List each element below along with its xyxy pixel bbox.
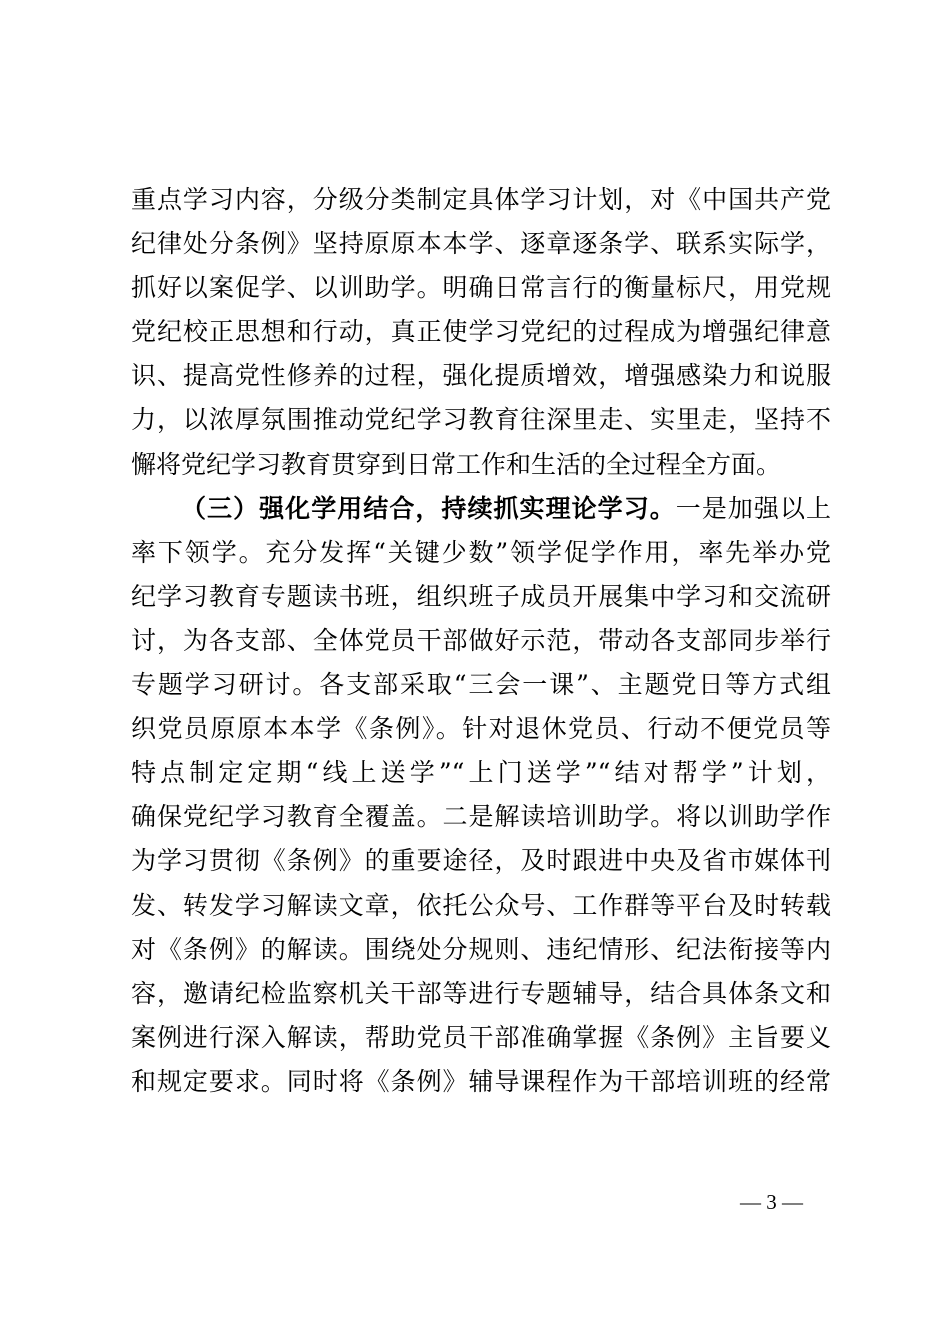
text-line: 专题学习研讨。各支部采取“三会一课”、主题党日等方式组 bbox=[131, 670, 831, 700]
text-line: 懈将党纪学习教育贯穿到日常工作和生活的全过程全方面。 bbox=[131, 449, 782, 479]
text-line: 特点制定定期“线上送学”“上门送学”“结对帮学”计划， bbox=[131, 758, 831, 788]
text-line: 纪学习教育专题读书班，组织班子成员开展集中学习和交流研 bbox=[131, 581, 831, 611]
text-line: 率下领学。充分发挥“关键少数”领学促学作用，率先举办党 bbox=[131, 537, 831, 567]
text-line: 对《条例》的解读。围绕处分规则、违纪情形、纪法衔接等内 bbox=[131, 934, 831, 964]
section-heading: （三）强化学用结合，持续抓实理论学习。 bbox=[181, 493, 676, 523]
text-line: 织党员原原本本学《条例》。针对退休党员、行动不便党员等 bbox=[131, 714, 831, 744]
text-line: 为学习贯彻《条例》的重要途径，及时跟进中央及省市媒体刊 bbox=[131, 846, 831, 876]
text-line: 重点学习内容，分级分类制定具体学习计划，对《中国共产党 bbox=[131, 185, 831, 214]
text-line: 识、提高党性修养的过程，强化提质增效，增强感染力和说服 bbox=[131, 361, 831, 391]
text-line: 案例进行深入解读，帮助党员干部准确掌握《条例》主旨要义 bbox=[131, 1022, 831, 1052]
text-line: 讨，为各支部、全体党员干部做好示范，带动各支部同步举行 bbox=[131, 625, 831, 655]
text-line: 抓好以案促学、以训助学。明确日常言行的衡量标尺，用党规 bbox=[131, 273, 831, 303]
text-line: 和规定要求。同时将《条例》辅导课程作为干部培训班的经常 bbox=[131, 1066, 831, 1096]
text-line: 力，以浓厚氛围推动党纪学习教育往深里走、实里走，坚持不 bbox=[131, 405, 831, 435]
body-text bbox=[131, 178, 831, 1104]
text-line: 发、转发学习解读文章，依托公众号、工作群等平台及时转载 bbox=[131, 890, 831, 920]
page-number: — 3 — bbox=[740, 1190, 803, 1214]
text-line: 容，邀请纪检监察机关干部等进行专题辅导，结合具体条文和 bbox=[131, 978, 831, 1008]
text-line: 确保党纪学习教育全覆盖。二是解读培训助学。将以训助学作 bbox=[131, 802, 831, 832]
paragraph-heading-line bbox=[131, 487, 831, 531]
text-line: 纪律处分条例》坚持原原本本学、逐章逐条学、联系实际学， bbox=[131, 229, 831, 259]
text-line: 党纪校正思想和行动，真正使学习党纪的过程成为增强纪律意 bbox=[131, 317, 831, 347]
text-fragment: 一是加强以上 bbox=[675, 493, 831, 523]
